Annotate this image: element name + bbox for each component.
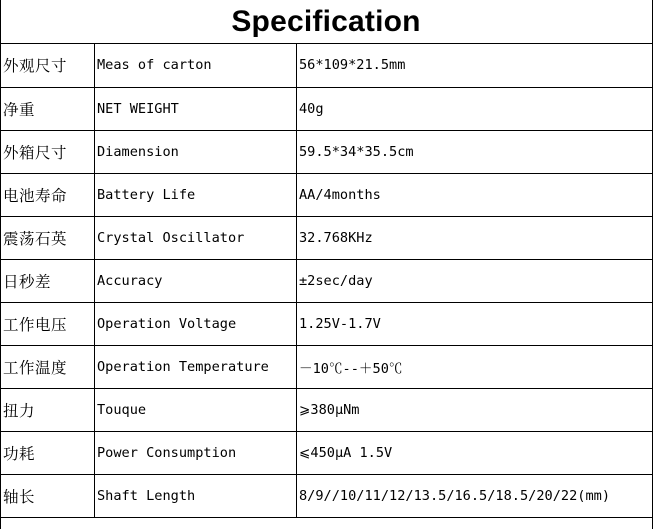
row-label-cn: 工作电压 bbox=[1, 302, 95, 345]
row-label-en: Shaft Length bbox=[95, 474, 297, 517]
row-value: 59.5*34*35.5cm bbox=[297, 130, 653, 173]
table-row bbox=[1, 44, 653, 87]
row-value: －10℃--＋50℃ bbox=[297, 345, 653, 388]
row-label-en: Power Consumption bbox=[95, 431, 297, 474]
table-row bbox=[1, 345, 653, 388]
row-value: 56*109*21.5mm bbox=[297, 44, 653, 87]
row-value: ⩽450μA 1.5V bbox=[297, 431, 653, 474]
table-row bbox=[1, 87, 653, 130]
row-value: AA/4months bbox=[297, 173, 653, 216]
table-row bbox=[1, 474, 653, 517]
table-row bbox=[1, 173, 653, 216]
row-label-cn: 工作温度 bbox=[1, 345, 95, 388]
row-label-en: Battery Life bbox=[95, 173, 297, 216]
row-label-en: Touque bbox=[95, 388, 297, 431]
sheet-title: Specification bbox=[231, 5, 421, 38]
row-label-cn: 轴长 bbox=[1, 474, 95, 517]
row-value: 8/9//10/11/12/13.5/16.5/18.5/20/22(mm) bbox=[297, 474, 653, 517]
row-label-cn: 震荡石英 bbox=[1, 216, 95, 259]
row-value: ⩾380μNm bbox=[297, 388, 653, 431]
row-label-cn: 净重 bbox=[1, 87, 95, 130]
table-row bbox=[1, 388, 653, 431]
row-label-en: NET WEIGHT bbox=[95, 87, 297, 130]
table-row bbox=[1, 259, 653, 302]
row-label-en: Crystal Oscillator bbox=[95, 216, 297, 259]
row-label-cn: 日秒差 bbox=[1, 259, 95, 302]
row-label-en: Meas of carton bbox=[95, 44, 297, 87]
table-row bbox=[1, 130, 653, 173]
row-value: 32.768KHz bbox=[297, 216, 653, 259]
title-row bbox=[0, 0, 652, 44]
row-label-cn: 外箱尺寸 bbox=[1, 130, 95, 173]
row-label-en: Accuracy bbox=[95, 259, 297, 302]
table-row bbox=[1, 302, 653, 345]
row-value: 40g bbox=[297, 87, 653, 130]
row-value: 1.25V-1.7V bbox=[297, 302, 653, 345]
row-label-cn: 外观尺寸 bbox=[1, 44, 95, 87]
spec-table bbox=[0, 44, 653, 518]
row-label-cn: 电池寿命 bbox=[1, 173, 95, 216]
row-value: ±2sec/day bbox=[297, 259, 653, 302]
table-row bbox=[1, 431, 653, 474]
row-label-cn: 扭力 bbox=[1, 388, 95, 431]
table-row bbox=[1, 216, 653, 259]
row-label-en: Operation Voltage bbox=[95, 302, 297, 345]
row-label-en: Operation Temperature bbox=[95, 345, 297, 388]
row-label-en: Diamension bbox=[95, 130, 297, 173]
row-label-cn: 功耗 bbox=[1, 431, 95, 474]
